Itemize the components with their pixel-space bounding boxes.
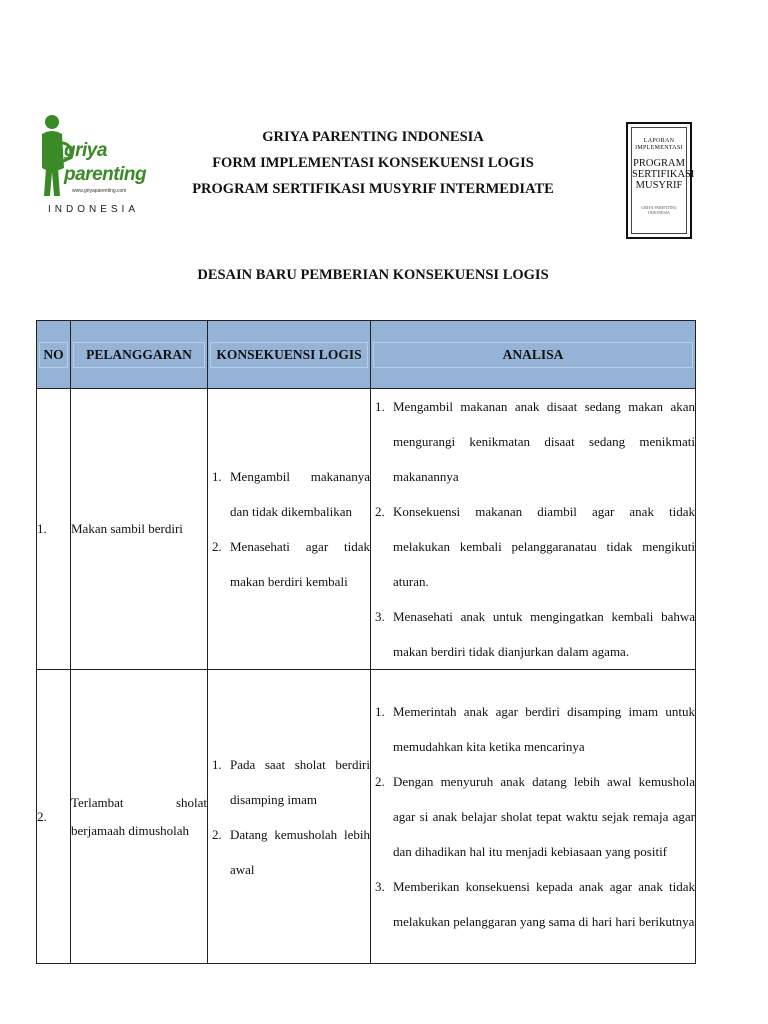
consequence-cell	[208, 389, 371, 670]
consequence-table	[36, 320, 696, 964]
logo-parenting-text: parenting	[64, 164, 147, 185]
table-row	[37, 389, 696, 670]
header-analisa: ANALISA	[371, 321, 696, 389]
header-konsekuensi: KONSEKUENSI LOGIS	[208, 321, 371, 389]
table-row	[37, 670, 696, 964]
violation-cell: Terlambat sholat berjamaah dimusholah	[71, 670, 208, 964]
document-header	[170, 124, 576, 202]
badge-footer: GRIYA PARENTING INDONESIA	[641, 205, 677, 215]
badge-report-label: LAPORAN IMPLEMENTASI	[635, 138, 683, 151]
form-title: FORM IMPLEMENTASI KONSEKUENSI LOGIS	[212, 155, 534, 171]
header-no: NO	[37, 321, 71, 389]
list-item: 3. Menasehati anak untuk mengingatkan kembali bahwa makan berdiri tidak dianjurkan dalam agama.	[375, 609, 695, 659]
badge-program-label: PROGRAM SERTIFIKASI MUSYRIF	[632, 158, 695, 191]
list-item: 2. Konsekuensi makanan diambil agar anak tidak melakukan kembali pelanggaranatau tidak mengikuti aturan.	[375, 504, 695, 589]
logo-url: www.griyaparenting.com	[72, 188, 127, 194]
logo-country: INDONESIA	[48, 204, 140, 215]
griya-parenting-logo	[38, 112, 146, 218]
violation-cell: Makan sambil berdiri	[71, 389, 208, 670]
analysis-cell	[371, 389, 696, 670]
list-item: 3. Memberikan konsekuensi kepada anak agar anak tidak melakukan pelanggaran yang sama di hari hari berikutnya	[375, 879, 695, 929]
row-number: 1.	[37, 389, 71, 670]
list-item: 2. Menasehati agar tidak makan berdiri kembali	[212, 539, 370, 589]
logo-griya-text: griya	[64, 140, 107, 161]
program-title: PROGRAM SERTIFIKASI MUSYRIF INTERMEDIATE	[192, 181, 554, 197]
header-pelanggaran: PELANGGARAN	[71, 321, 208, 389]
list-item: 2. Dengan menyuruh anak datang lebih awal kemushola agar si anak belajar sholat tepat waktu sejak remaja agar dan dihadikan hal itu menjadi kebiasaan yang positif	[375, 774, 695, 859]
row-number: 2.	[37, 670, 71, 964]
list-item: 1. Mengambil makanan anak disaat sedang makan akan mengurangi kenikmatan disaat sedang menikmati makanannya	[375, 399, 695, 484]
org-name: GRIYA PARENTING INDONESIA	[262, 129, 484, 145]
consequence-cell	[208, 670, 371, 964]
table-header-row	[37, 321, 696, 389]
list-item: 1. Memerintah anak agar berdiri disamping imam untuk memudahkan kita ketika mencarinya	[375, 704, 695, 754]
list-item: 1. Mengambil makananya dan tidak dikembalikan	[212, 469, 370, 519]
badge-frame	[631, 127, 695, 234]
list-item: 2. Datang kemusholah lebih awal	[212, 826, 370, 877]
list-item: 1. Pada saat sholat berdiri disamping imam	[212, 756, 370, 807]
section-title: DESAIN BARU PEMBERIAN KONSEKUENSI LOGIS	[197, 267, 549, 283]
program-badge	[626, 122, 695, 239]
analysis-cell	[371, 670, 696, 964]
